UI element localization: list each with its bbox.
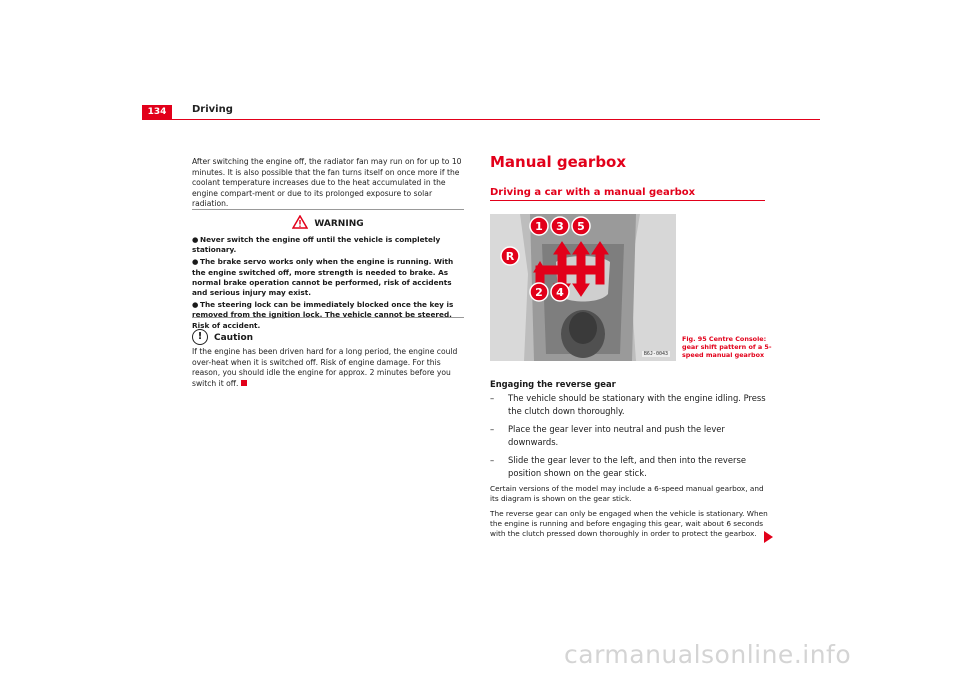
warning-list <box>192 235 464 333</box>
warning-item: ● The steering lock can be immediately blocked once the key is removed from the ignition lock. The vehicle cannot be steered. Risk of accident. <box>192 300 454 330</box>
figure-caption: Fig. 95 Centre Console: gear shift pattern of a 5-speed manual gearbox <box>682 335 772 359</box>
list-item: – Slide the gear lever to the left, and then into the reverse position shown on the gear stick. <box>490 455 746 478</box>
bullet-icon: ● <box>192 235 199 244</box>
list-item: – Place the gear lever into neutral and push the lever downwards. <box>490 424 725 447</box>
warning-item: ● The brake servo works only when the engine is running. With the engine switched off, more strength is needed to brake. As normal brake operation cannot be performed, risk of accidents and serious injury may exist. <box>192 257 454 298</box>
gear-label: 5 <box>577 220 585 233</box>
page-header-title: Driving <box>192 104 233 115</box>
steps-list <box>490 392 770 485</box>
list-item: – The vehicle should be stationary with the engine idling. Press the clutch down thoroughly. <box>490 393 766 416</box>
warning-box <box>192 209 464 330</box>
caution-title: Caution <box>214 333 254 343</box>
warning-title: WARNING <box>314 219 364 229</box>
gear-label: 2 <box>535 286 543 299</box>
gearshift-figure <box>490 214 676 361</box>
gear-label: 1 <box>535 220 543 233</box>
warning-item: ● Never switch the engine off until the vehicle is completely stationary. <box>192 235 441 255</box>
warning-heading <box>192 215 464 229</box>
caution-heading <box>192 329 253 345</box>
bullet-icon: ● <box>192 257 199 267</box>
warning-triangle-icon <box>292 215 308 229</box>
caution-exclamation-icon: ! <box>192 329 208 345</box>
notes <box>490 484 772 543</box>
figure-code: B6J-0043 <box>643 351 668 357</box>
page-number: 134 <box>142 105 172 120</box>
subsection-title: Driving a car with a manual gearbox <box>490 187 696 198</box>
gear-label: R <box>505 250 515 263</box>
section-title: Manual gearbox <box>490 153 627 171</box>
intro-paragraph: After switching the engine off, the radiator fan may run on for up to 10 minutes. It is also possible that the fan turns itself on once more if the coolant temperature increases due to the heat accumulated in the engine compart-ment or due to its prolonged exposure to solar radiation. <box>192 157 462 208</box>
watermark: carmanualsonline.info <box>564 640 852 669</box>
subsection-rule <box>490 200 765 201</box>
bullet-icon: ● <box>192 300 199 310</box>
end-of-section-icon <box>241 380 247 386</box>
gear-label: 3 <box>556 220 564 233</box>
note-paragraph: Certain versions of the model may include a 6-speed manual gearbox, and its diagram is shown on the gear stick. <box>490 484 764 504</box>
next-page-arrow-icon[interactable] <box>764 531 773 543</box>
gearshift-illustration <box>490 214 676 361</box>
note-paragraph: The reverse gear can only be engaged when the vehicle is stationary. When the engine is running and before engaging this gear, wait about 6 seconds with the clutch pressed down thoroughly in order to protect the gearbox. <box>490 508 768 539</box>
caution-paragraph: If the engine has been driven hard for a long period, the engine could over-heat when it is switched off. Risk of engine damage. For this reason, you should idle the engine for approx. 2 minutes before you switch it off. <box>192 347 458 388</box>
gear-label: 4 <box>556 286 564 299</box>
steps-heading: Engaging the reverse gear <box>490 379 616 389</box>
header-rule <box>172 119 820 120</box>
